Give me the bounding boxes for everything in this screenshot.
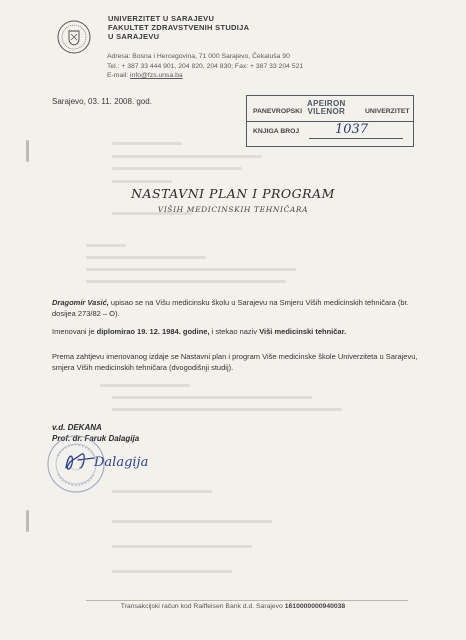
student-name: Dragomir Vasić,: [52, 298, 109, 307]
signatory-name: Prof. dr. Faruk Dalagija: [52, 434, 140, 443]
degree-title: Viši medicinski tehničar.: [259, 327, 347, 336]
binding-hole: [26, 140, 29, 162]
bank-footer: [0, 603, 466, 610]
enrollment-text: upisao se na Višu medicinsku školu u Sarajevu na Smjeru Viših medicinskih tehničara (br. dosijea 273/82 – O).: [52, 298, 409, 318]
email-link[interactable]: info@fzs.unsa.ba: [130, 72, 183, 79]
email-label: E-mail:: [107, 72, 129, 79]
document-title: NASTAVNI PLAN I PROGRAM: [131, 186, 335, 201]
faculty-city: U SARAJEVU: [108, 32, 160, 41]
graduation-mid: i stekao naziv: [209, 327, 260, 336]
stamp-number-underline: [309, 138, 403, 139]
stamp-logo-line2: VILENOR: [307, 107, 346, 116]
graduation-date: diplomirao 19. 12. 1984. godine,: [96, 327, 210, 336]
bank-text: Transakcijski račun kod Raiffeisen Bank d.d. Sarajevo: [120, 603, 283, 610]
registry-stamp: [246, 95, 414, 147]
stamp-registry-number: 1037: [335, 122, 369, 137]
postal-address: Adresa: Bosna i Hercegovina, 71 000 Sarajevo, Čekaluša 90: [107, 53, 290, 60]
stamp-logo-text: [307, 100, 346, 116]
contact-block: [107, 52, 303, 81]
document-subtitle: VIŠIH MEDICINSKIH TEHNIČARA: [157, 205, 309, 214]
handwritten-signature-icon: [60, 446, 170, 476]
bank-account: 1610000000940038: [284, 603, 346, 610]
university-seal-icon: [57, 20, 91, 54]
stamp-left-label: PANEVROPSKI: [253, 108, 302, 115]
binding-hole: [26, 510, 29, 532]
stamp-book-label: KNJIGA BROJ: [253, 128, 300, 135]
stamp-divider: [247, 121, 413, 122]
document-date: Sarajevo, 03. 11. 2008. god.: [52, 97, 152, 106]
graduation-paragraph: [52, 326, 424, 337]
faculty-name: FAKULTET ZDRAVSTVENIH STUDIJA: [108, 23, 250, 32]
phone-numbers: Tel.: + 387 33 444 901, 204 820, 204 830; Fax: + 387 33 204 521: [107, 62, 304, 70]
stamp-right-label: UNIVERZITET: [365, 108, 410, 115]
enrollment-paragraph: [52, 297, 424, 319]
graduation-pre: Imenovani je: [52, 327, 97, 336]
institution-name: [108, 14, 249, 41]
footer-divider: [86, 600, 408, 601]
stamp-logo-line1: APEIRON: [307, 99, 346, 108]
signature-text: Dalagija: [94, 455, 149, 470]
signatory-role: v.d. DEKANA: [52, 423, 102, 432]
purpose-paragraph: Prema zahtjevu imenovanog izdaje se Nastavni plan i program Više medicinske škole Univerziteta u Sarajevu, smjera Viših medicinskih tehničara (dvogodišnji studij).: [52, 352, 418, 372]
university-name: UNIVERZITET U SARAJEVU: [108, 14, 215, 23]
email-line: [107, 71, 303, 81]
